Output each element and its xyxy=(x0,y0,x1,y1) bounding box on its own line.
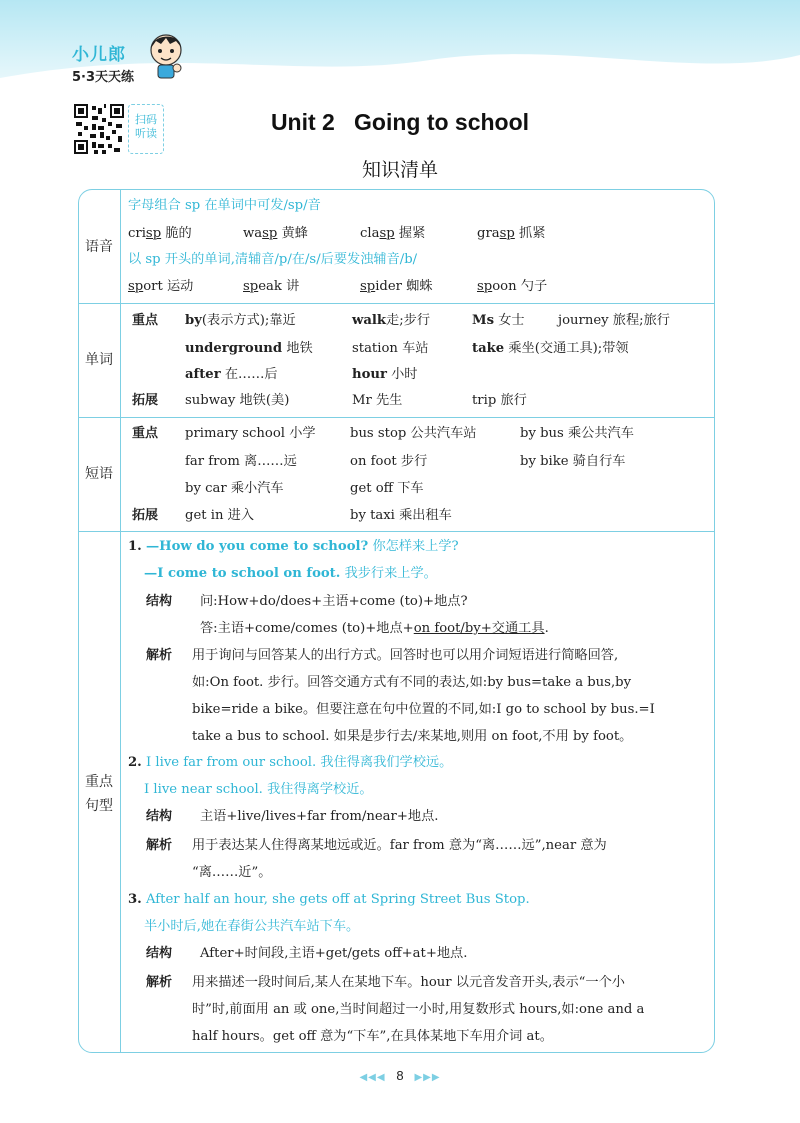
vocab-item: take 乘坐(交通工具);带领 xyxy=(472,341,629,356)
sentences-label-top: 重点 xyxy=(85,774,113,790)
phrase-item: on foot 步行 xyxy=(350,454,428,469)
prev-arrows-icon: ◀◀◀ xyxy=(359,1072,386,1083)
page-number: 8 xyxy=(396,1068,404,1083)
phonics-word: spoon 勺子 xyxy=(477,279,548,294)
analysis-tag: 解析 xyxy=(146,648,173,663)
vocab-item: subway 地铁(美) xyxy=(185,393,290,408)
phrase-item: by bike 骑自行车 xyxy=(520,454,626,469)
vocab-item: Mr 先生 xyxy=(352,393,403,408)
table-divider xyxy=(78,417,715,418)
mascot-boy-icon xyxy=(142,30,190,80)
sentence-2-line-2: I live near school. 我住得离学校近。 xyxy=(144,782,373,797)
table-divider xyxy=(78,531,715,532)
analysis-line: 用于询问与回答某人的出行方式。回答时也可以用介词短语进行简略回答, xyxy=(192,648,619,663)
phrase-item: far from 离……远 xyxy=(185,454,297,469)
section-label-phrases: 短语 xyxy=(85,466,113,482)
section-label-words: 单词 xyxy=(85,352,113,368)
phonics-word: sport 运动 xyxy=(128,279,194,294)
sentence-3-line-1: 3. After half an hour, she gets off at Spring Street Bus Stop. xyxy=(128,892,530,907)
structure-tag: 结构 xyxy=(146,946,173,961)
phrase-item: by bus 乘公共汽车 xyxy=(520,426,634,441)
section-label-sentences xyxy=(78,770,120,818)
sentence-1-answer: —I come to school on foot. 我步行来上学。 xyxy=(144,566,437,581)
phrase-item: by car 乘小汽车 xyxy=(185,481,284,496)
sentences-label-bottom: 句型 xyxy=(85,798,113,814)
analysis-tag: 解析 xyxy=(146,838,173,853)
brand-name: 小儿郎 xyxy=(72,45,126,65)
sentence-2-line-1: 2. I live far from our school. 我住得离我们学校远。 xyxy=(128,755,453,770)
analysis-line: bike=ride a bike。但要注意在句中位置的不同,如:I go to school by bus.=I xyxy=(192,702,655,717)
phonics-word: clasp 握紧 xyxy=(360,226,426,241)
sentence-3-structure: After+时间段,主语+get/gets off+at+地点. xyxy=(200,946,468,961)
phonics-word: spider 蜘蛛 xyxy=(360,279,433,294)
analysis-line: 时”时,前面用 an 或 one,当时间超过一小时,用复数形式 hours,如:one and a xyxy=(192,1002,645,1017)
structure-tag: 结构 xyxy=(146,594,173,609)
vocab-item: trip 旅行 xyxy=(472,393,527,408)
table-divider xyxy=(78,303,715,304)
phonics-word: grasp 抓紧 xyxy=(477,226,546,241)
vocab-item: journey 旅程;旅行 xyxy=(558,313,670,328)
analysis-line: 用来描述一段时间后,某人在某地下车。hour 以元音发音开头,表示“一个小 xyxy=(192,975,625,990)
sentence-3-line-2: 半小时后,她在春街公共汽车站下车。 xyxy=(144,919,360,934)
scan-label-bottom: 听读 xyxy=(135,127,157,140)
phonics-rule-1: 字母组合 sp 在单词中可发/sp/音 xyxy=(128,198,321,213)
sentence-1-structure-a: 答:主语+come/comes (to)+地点+on foot/by+交通工具. xyxy=(200,621,549,636)
table-divider-vertical xyxy=(120,189,121,1053)
key-tag: 重点 xyxy=(132,426,159,441)
sentence-1-structure-q: 问:How+do/does+主语+come (to)+地点? xyxy=(200,594,468,609)
phonics-word: wasp 黄蜂 xyxy=(243,226,308,241)
vocab-item: Ms 女士 xyxy=(472,313,525,328)
analysis-line: 用于表达某人住得离某地远或近。far from 意为“离……远”,near 意为 xyxy=(192,838,607,853)
analysis-line: take a bus to school. 如果是步行去/来某地,则用 on foot,不用 by foot。 xyxy=(192,729,633,744)
page-subtitle: 知识清单 xyxy=(361,159,438,181)
extension-tag: 拓展 xyxy=(132,508,159,523)
phrase-item: bus stop 公共汽车站 xyxy=(350,426,477,441)
scan-label-top: 扫码 xyxy=(135,113,157,126)
extension-tag: 拓展 xyxy=(132,393,159,408)
next-arrows-icon: ▶▶▶ xyxy=(414,1072,441,1083)
phrase-item: get in 进入 xyxy=(185,508,255,523)
phonics-word: speak 讲 xyxy=(243,279,300,294)
vocab-item: hour 小时 xyxy=(352,367,418,382)
page-footer xyxy=(0,1068,800,1083)
page-title: Unit 2 Going to school xyxy=(270,109,530,135)
vocab-item: by(表示方式);靠近 xyxy=(185,313,296,328)
key-tag: 重点 xyxy=(132,313,159,328)
sentence-1-question: 1. —How do you come to school? 你怎样来上学? xyxy=(128,539,459,554)
analysis-line: “离……近”。 xyxy=(192,865,272,880)
analysis-line: half hours。get off 意为“下车”,在具体某地下车用介词 at。 xyxy=(192,1029,553,1044)
brand-logo xyxy=(72,40,134,85)
phrase-item: by taxi 乘出租车 xyxy=(350,508,452,523)
sentence-2-structure: 主语+live/lives+far from/near+地点. xyxy=(200,809,439,824)
phonics-rule-2: 以 sp 开头的单词,清辅音/p/在/s/后要发浊辅音/b/ xyxy=(128,252,418,267)
vocab-item: station 车站 xyxy=(352,341,429,356)
analysis-tag: 解析 xyxy=(146,975,173,990)
phrase-item: get off 下车 xyxy=(350,481,424,496)
structure-tag: 结构 xyxy=(146,809,173,824)
brand-subtitle: 5·3天天练 xyxy=(72,70,135,85)
vocab-item: walk走;步行 xyxy=(352,313,431,328)
analysis-line: 如:On foot. 步行。回答交通方式有不同的表达,如:by bus=take a bus,by xyxy=(192,675,632,690)
vocab-item: underground 地铁 xyxy=(185,341,313,356)
vocab-item: after 在……后 xyxy=(185,367,278,382)
phrase-item: primary school 小学 xyxy=(185,426,316,441)
phonics-word: crisp 脆的 xyxy=(128,226,192,241)
section-label-phonics: 语音 xyxy=(85,239,113,255)
